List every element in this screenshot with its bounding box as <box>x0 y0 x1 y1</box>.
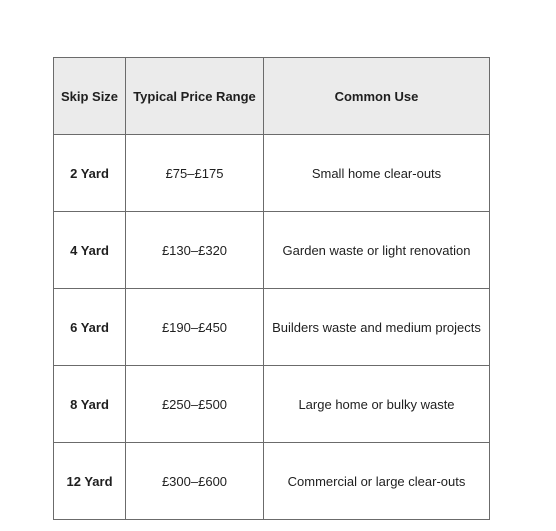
table-row <box>54 443 490 520</box>
table-row <box>54 289 490 366</box>
price-range-cell: £75–£175 <box>126 135 264 212</box>
price-range-cell: £130–£320 <box>126 212 264 289</box>
table-row <box>54 212 490 289</box>
skip-size-cell: 6 Yard <box>54 289 126 366</box>
price-range-cell: £250–£500 <box>126 366 264 443</box>
header-common-use: Common Use <box>264 58 490 135</box>
skip-price-table <box>53 57 490 520</box>
price-range-cell: £190–£450 <box>126 289 264 366</box>
price-range-cell: £300–£600 <box>126 443 264 520</box>
header-skip-size: Skip Size <box>54 58 126 135</box>
table-row <box>54 366 490 443</box>
common-use-cell: Large home or bulky waste <box>264 366 490 443</box>
header-typical-price-range: Typical Price Range <box>126 58 264 135</box>
table-row <box>54 135 490 212</box>
skip-size-cell: 4 Yard <box>54 212 126 289</box>
skip-size-cell: 12 Yard <box>54 443 126 520</box>
common-use-cell: Builders waste and medium projects <box>264 289 490 366</box>
skip-size-cell: 2 Yard <box>54 135 126 212</box>
table-header-row <box>54 58 490 135</box>
common-use-cell: Commercial or large clear-outs <box>264 443 490 520</box>
common-use-cell: Small home clear-outs <box>264 135 490 212</box>
common-use-cell: Garden waste or light renovation <box>264 212 490 289</box>
skip-size-cell: 8 Yard <box>54 366 126 443</box>
